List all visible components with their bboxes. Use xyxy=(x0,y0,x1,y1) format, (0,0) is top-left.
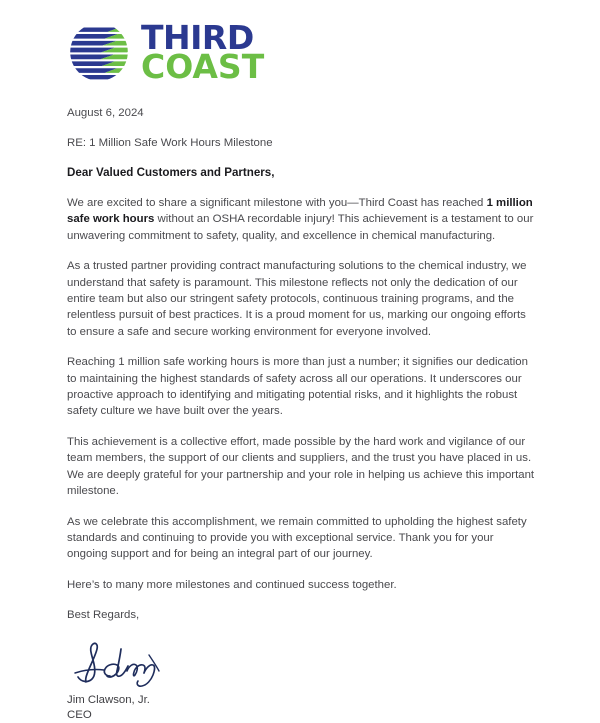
letter-salutation: Dear Valued Customers and Partners, xyxy=(67,166,275,179)
letter-date: August 6, 2024 xyxy=(67,107,144,119)
letter-toast-line: Here’s to many more milestones and continued success together. xyxy=(67,578,397,591)
globe-icon xyxy=(63,16,135,88)
letterhead xyxy=(63,14,264,90)
paragraph xyxy=(67,195,537,244)
paragraph xyxy=(67,258,537,340)
paragraph-text-before: As we celebrate this accomplishment, we remain committed to upholding the highest safety standards and continuing to provide you with exceptional service. Thank you for your ongoing support and for being an integral part of our journey. xyxy=(67,515,527,561)
paragraph xyxy=(67,434,537,500)
paragraph-text-before: This achievement is a collective effort, made possible by the hard work and vigilance of our team members, the support of our clients and suppliers, and the trust you have placed in us. We are deeply grateful for your partnership and your role in helping us achieve this important milestone. xyxy=(67,435,535,498)
paragraph xyxy=(67,354,537,420)
letter-body xyxy=(67,105,537,723)
signer-name: Jim Clawson, Jr. xyxy=(67,693,150,706)
paragraph-text-before: Reaching 1 million safe working hours is more than just a number; it signifies our dedication to maintaining the highest standards of safety across all our operations. It underscores our proactive approach to identifying and mitigating potential risks, and it highlights the robust safety culture we have built over the years. xyxy=(67,356,528,418)
brand-wordmark xyxy=(141,17,265,86)
letter-subject: RE: 1 Million Safe Work Hours Milestone xyxy=(67,137,273,149)
paragraph-text-before: We are excited to share a significant milestone with you—Third Coast has reached xyxy=(67,197,487,209)
signature-block xyxy=(67,639,537,723)
paragraph-text-before: As a trusted partner providing contract manufacturing solutions to the chemical industry, we understand that safety is paramount. This milestone reflects not only the dedication of our entire team but also our stringent safety protocols, continuous training programs, and the relentless pursuit of best practices. It is a proud moment for us, marking our ongoing efforts to ensure a safe and secure working environment for everyone involved. xyxy=(67,260,527,338)
paragraph-text-bold: 1 million safe work hours xyxy=(67,197,533,226)
letter-sign-off: Best Regards, xyxy=(67,608,140,621)
paragraph xyxy=(67,514,537,563)
paragraph-text-after: without an OSHA recordable injury! This achievement is a testament to our unwavering commitment to safety, quality, and excellence in chemical manufacturing. xyxy=(67,213,534,242)
brand-word-coast: COAST xyxy=(141,47,265,86)
handwritten-signature-icon xyxy=(73,639,183,691)
brand-word-third: THIRD xyxy=(141,17,254,57)
signer-title: CEO xyxy=(67,708,92,721)
